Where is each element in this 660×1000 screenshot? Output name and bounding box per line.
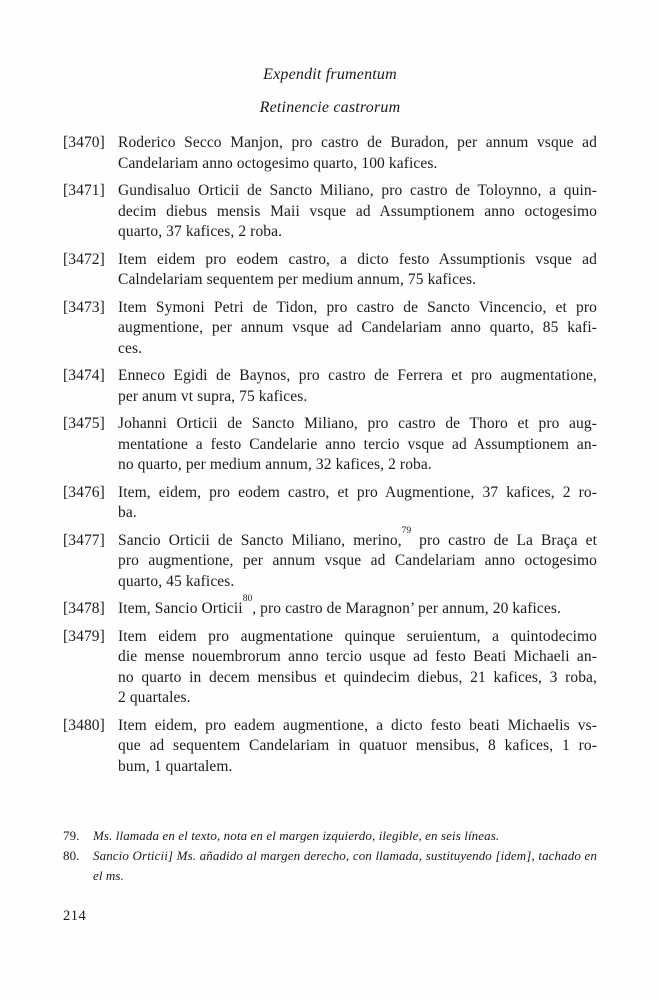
entry — [63, 250, 597, 291]
entry-number: [3480] — [63, 716, 105, 734]
entry-number: [3471] — [63, 182, 105, 199]
entry — [63, 181, 597, 243]
entry-line: bum, 1 quartalem. — [118, 757, 233, 775]
entry-line: no quarto in decem mensibus et quindecim diebus, 21 kafices, 3 roba, — [118, 668, 597, 686]
entry-line: Candelariam anno octogesimo quarto, 100 kafices. — [118, 154, 438, 172]
footnote — [63, 846, 597, 886]
entry — [63, 298, 597, 360]
entry-number: [3470] — [63, 134, 105, 151]
entry — [63, 716, 597, 778]
page-number: 214 — [63, 908, 87, 924]
entry-line: Calndelariam sequentem per medium annum, 75 kafices. — [118, 271, 477, 288]
entry — [63, 366, 597, 407]
entry-line: decim diebus mensis Maii vsque ad Assumptionem anno octogesimo — [118, 202, 597, 220]
entry-line: Gundisaluo Orticii de Sancto Miliano, pro castro de Toloynno, a quin- — [118, 182, 597, 199]
entry-list — [63, 133, 597, 784]
entry — [63, 133, 597, 174]
section-subtitle: Retinencie castrorum — [259, 99, 401, 116]
entry-line: per anum vt supra, 75 kafices. — [118, 387, 308, 405]
entry-line: Sancio Orticii de Sancto Miliano, merino,$^{79}$ pro castro de La Braça et — [118, 525, 597, 549]
entry-line: quarto, 37 kafices, 2 roba. — [118, 223, 283, 240]
section-title: Expendit frumentum — [263, 66, 397, 83]
footnote-number: 80. — [63, 848, 80, 863]
entry-number: [3476] — [63, 483, 105, 501]
footnote-line: Sancio Orticii] Ms. añadido al margen derecho, con llamada, sustituyendo [idem], tachado en — [93, 848, 597, 863]
entry-number: [3477] — [63, 531, 105, 549]
entry — [63, 483, 597, 524]
entry-line: Johanni Orticii de Sancto Miliano, pro castro de Thoro et pro aug- — [118, 415, 597, 432]
entry-line: pro augmentione, per annum vsque ad Candelariam anno octogesimo — [118, 552, 597, 569]
footnote-list — [63, 826, 597, 886]
footnote — [63, 826, 597, 846]
entry-line: quarto, 45 kafices. — [118, 572, 235, 590]
entry-line: die mense nouembrorum anno tercio usque ad festo Beati Michaeli an- — [118, 648, 597, 665]
entry-line: ces. — [118, 339, 143, 357]
entry-number: [3472] — [63, 250, 105, 268]
entry — [63, 414, 597, 476]
entry-line: Roderico Secco Manjon, pro castro de Buradon, per annum vsque ad — [118, 134, 597, 151]
entry-line: Item, eidem, pro eodem castro, et pro Augmentione, 37 kafices, 2 ro- — [118, 483, 597, 501]
entry-number: [3478] — [63, 600, 105, 617]
footnote-line: Ms. llamada en el texto, nota en el margen izquierdo, ilegible, en seis líneas. — [93, 828, 500, 843]
entry-line: Item eidem pro augmentatione quinque seruientum, a quintodecimo — [118, 627, 597, 645]
entry — [63, 594, 597, 620]
footnote-line: el ms. — [93, 868, 124, 883]
entry-line: mentatione a festo Candelarie anno tercio vsque ad Assumptionem an- — [118, 435, 597, 453]
entry-line: Item Symoni Petri de Tidon, pro castro de Sancto Vincencio, et pro — [118, 298, 597, 316]
entry-line: no quarto, per medium annum, 32 kafices, 2 roba. — [118, 456, 432, 473]
entry-line: que ad sequentem Candelariam in quatuor mensibus, 8 kafices, 1 ro- — [118, 737, 597, 754]
entry-number: [3473] — [63, 298, 105, 316]
entry — [63, 627, 597, 709]
entry-line: ba. — [118, 504, 137, 521]
entry — [63, 525, 597, 593]
entry-line: Item eidem, pro eadem augmentione, a dicto festo beati Michaelis vs- — [118, 716, 597, 734]
footnote-ref: 80 — [242, 594, 253, 605]
footnote-ref: 79 — [401, 525, 412, 536]
page-header — [0, 66, 660, 132]
entry-line: augmentione, per annum vsque ad Candelariam anno quarto, 85 kafi- — [118, 319, 597, 336]
footnote-number: 79. — [63, 828, 80, 843]
entry-number: [3475] — [63, 415, 105, 432]
entry-number: [3474] — [63, 367, 105, 384]
entry-line: Item eidem pro eodem castro, a dicto festo Assumptionis vsque ad — [118, 250, 597, 268]
entry-line: Item, Sancio Orticii$^{80}$, pro castro de Maragnon’ per annum, 20 kafices. — [118, 594, 561, 617]
entry-line: Enneco Egidi de Baynos, pro castro de Ferrera et pro augmentatione, — [118, 367, 597, 384]
entry-number: [3479] — [63, 627, 105, 645]
entry-line: 2 quartales. — [118, 689, 191, 706]
